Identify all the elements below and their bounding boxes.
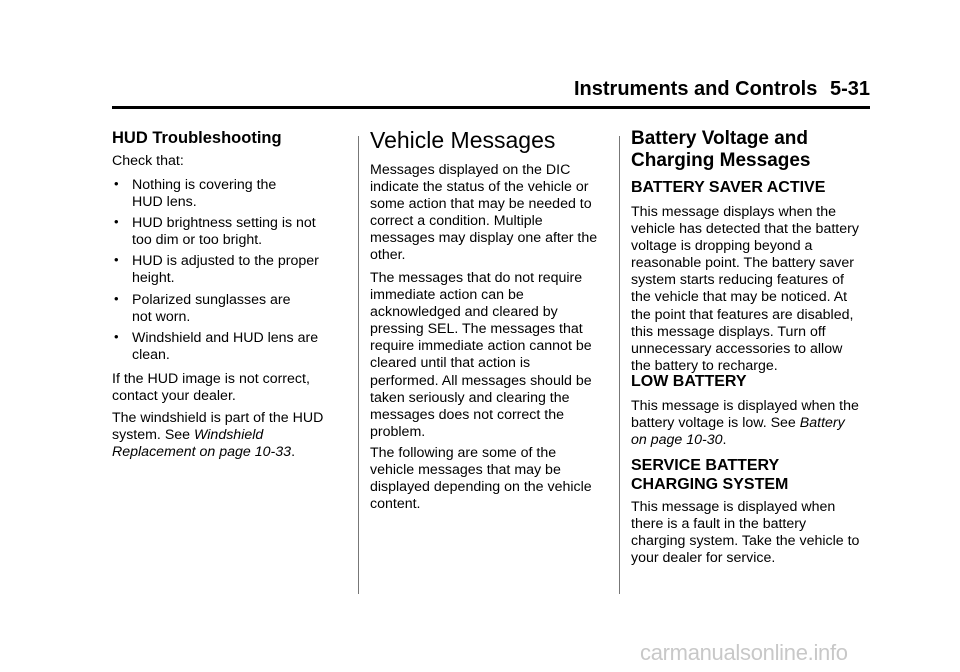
column-divider-1 (358, 136, 359, 594)
dic-paragraph: Messages displayed on the DIC indicate the status of the vehicle or some action that may be needed to correct a condition. Multiple messages may display one after the other. (370, 162, 598, 264)
heading-battery-voltage: Battery Voltage and Charging Messages (631, 128, 811, 171)
windshield-replacement-link[interactable]: Replacement on page 10-33 (112, 444, 292, 461)
header-rule (112, 106, 870, 109)
heading-vehicle-messages: Vehicle Messages (370, 127, 556, 153)
section-title: Instruments and Controls (574, 78, 818, 100)
battery-saver-paragraph: This message displays when the vehicle has detected that the battery voltage is dropping beyond a reasonable point. The battery saver system starts reducing features of the vehicle that may be noticed. At the point that features are disabled, this message displays. Turn off unnecessary accessories to allow the battery to recharge. (631, 204, 859, 374)
windshield-link[interactable]: Windshield (194, 427, 264, 444)
heading-battery-saver-active: BATTERY SAVER ACTIVE (631, 179, 826, 196)
low-battery-paragraph: This message is displayed when the battery voltage is low. See Battery on page 10-30. (631, 398, 859, 449)
heading-service-battery: SERVICE BATTERY CHARGING SYSTEM (631, 457, 789, 493)
acknowledge-paragraph: The messages that do not require immediate action can be acknowledged and cleared by pressing SEL. The messages that require immediate action cannot be cleared until that action is performed. All messages should be taken seriously and clearing the messages does not correct the problem. (370, 270, 592, 440)
battery-page-link[interactable]: on page 10-30 (631, 432, 723, 449)
windshield-paragraph: The windshield is part of the HUD system. See Windshield Replacement on page 10-33. (112, 410, 324, 461)
running-header (574, 78, 870, 102)
heading-hud-troubleshooting: HUD Troubleshooting (112, 129, 282, 147)
check-that-text: Check that: (112, 153, 184, 169)
bullet-icon: • (114, 214, 119, 229)
column-divider-2 (619, 136, 620, 594)
bullet-icon: • (114, 252, 119, 267)
bullet-icon: • (114, 176, 119, 191)
following-paragraph: The following are some of the vehicle messages that may be displayed depending on the vehicle content. (370, 445, 592, 513)
bullet-icon: • (114, 291, 119, 306)
battery-link[interactable]: Battery (799, 415, 845, 432)
watermark: carmanualsonline.info (640, 640, 848, 665)
hud-incorrect-paragraph: If the HUD image is not correct, contact your dealer. (112, 371, 310, 405)
bullet-icon: • (114, 329, 119, 344)
service-battery-paragraph: This message is displayed when there is a fault in the battery charging system. Take the vehicle to your dealer for service. (631, 499, 860, 567)
heading-low-battery: LOW BATTERY (631, 373, 747, 390)
page-number: 5-31 (829, 78, 870, 100)
